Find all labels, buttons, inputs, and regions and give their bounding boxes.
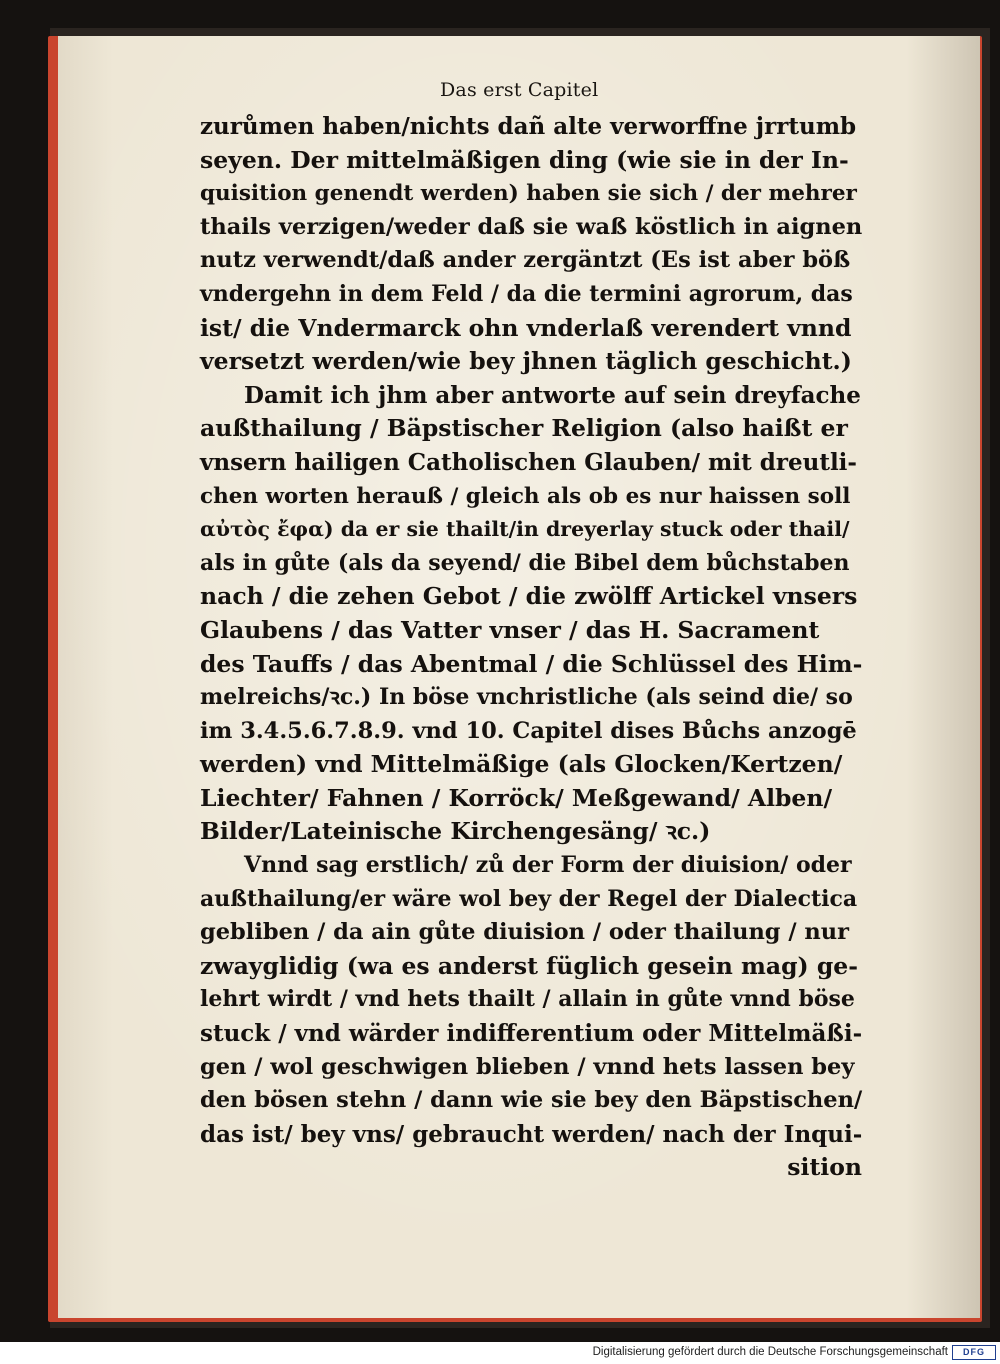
funding-notice: Digitalisierung gefördert durch die Deutsche Forschungsgemeinschaft (592, 1346, 948, 1358)
text-line: als in gůte (als da seyend/ die Bibel dem bůchstaben (200, 549, 850, 576)
text-line: nutz verwendt/daß ander zergäntzt (Es ist aber böß (200, 247, 851, 274)
text-line: den bösen stehn / dann wie sie bey den Bäpstischen/ (200, 1087, 863, 1114)
footer-bar (0, 1342, 1000, 1364)
text-line: im 3.4.5.6.7.8.9. vnd 10. Capitel dises Bůchs anzogē (200, 717, 857, 744)
text-line: versetzt werden/wie bey jhnen täglich geschicht.) (200, 347, 852, 376)
running-header: Das erst Capitel (440, 79, 599, 101)
text-line: ist/ die Vndermarck ohn vnderlaß verendert vnnd (200, 313, 852, 342)
text-line: Bilder/Lateinische Kirchengesäng/ ꝛc.) (200, 817, 711, 846)
text-line: melreichs/ꝛc.) In böse vnchristliche (als seind die/ so (200, 684, 853, 711)
text-line: des Tauffs / das Abentmal / die Schlüssel des Him- (200, 649, 863, 678)
text-line: chen worten herauß / gleich als ob es nur haissen soll (200, 483, 851, 509)
text-line: zwayglidig (wa es anderst füglich gesein mag) ge- (200, 951, 858, 980)
text-line: vnsern hailigen Catholischen Glauben/ mit dreutli- (200, 448, 857, 476)
catchword: sition (787, 1153, 862, 1182)
text-line: seyen. Der mittelmäßigen ding (wie sie in der In- (200, 145, 849, 174)
text-line: werden) vnd Mittelmäßige (als Glocken/Kertzen/ (200, 750, 843, 779)
page-text (200, 110, 862, 1185)
text-line: gen / wol geschwigen blieben / vnnd hets lassen bey (200, 1053, 855, 1080)
text-line: das ist/ bey vns/ gebraucht werden/ nach der Inqui- (200, 1120, 863, 1148)
text-line: Liechter/ Fahnen / Korröck/ Meßgewand/ Alben/ (200, 783, 833, 812)
text-line: Glaubens / das Vatter vnser / das H. Sacrament (200, 615, 820, 644)
text-line: thails verzigen/weder daß sie waß köstlich in aignen (200, 213, 863, 240)
text-line: Vnnd sag erstlich/ zů der Form der diuision/ oder (244, 852, 852, 879)
text-line: außthailung / Bäpstischer Religion (also haißt er (200, 414, 848, 443)
text-line: quisition genendt werden) haben sie sich / der mehrer (200, 181, 857, 207)
text-line: stuck / vnd wärder indifferentium oder Mittelmäßi- (200, 1020, 863, 1048)
text-line: nach / die zehen Gebot / die zwölff Artickel vnsers (200, 582, 858, 611)
dfg-logo-icon: DFG (952, 1345, 996, 1360)
text-line: gebliben / da ain gůte diuision / oder thailung / nur (200, 919, 849, 946)
text-line: außthailung/er wäre wol bey der Regel der Dialectica (200, 885, 858, 912)
text-line: αὐτὸς ἔφα) da er sie thailt/in dreyerlay stuck oder thail/ (200, 517, 850, 542)
text-line: lehrt wirdt / vnd hets thailt / allain in gůte vnnd böse (200, 986, 855, 1013)
text-line: Damit ich jhm aber antworte auf sein dreyfache (244, 381, 861, 409)
text-line: zurůmen haben/nichts dañ alte verworffne jrrtumb (200, 113, 857, 140)
text-line: vndergehn in dem Feld / da die termini agrorum, das (200, 280, 853, 307)
